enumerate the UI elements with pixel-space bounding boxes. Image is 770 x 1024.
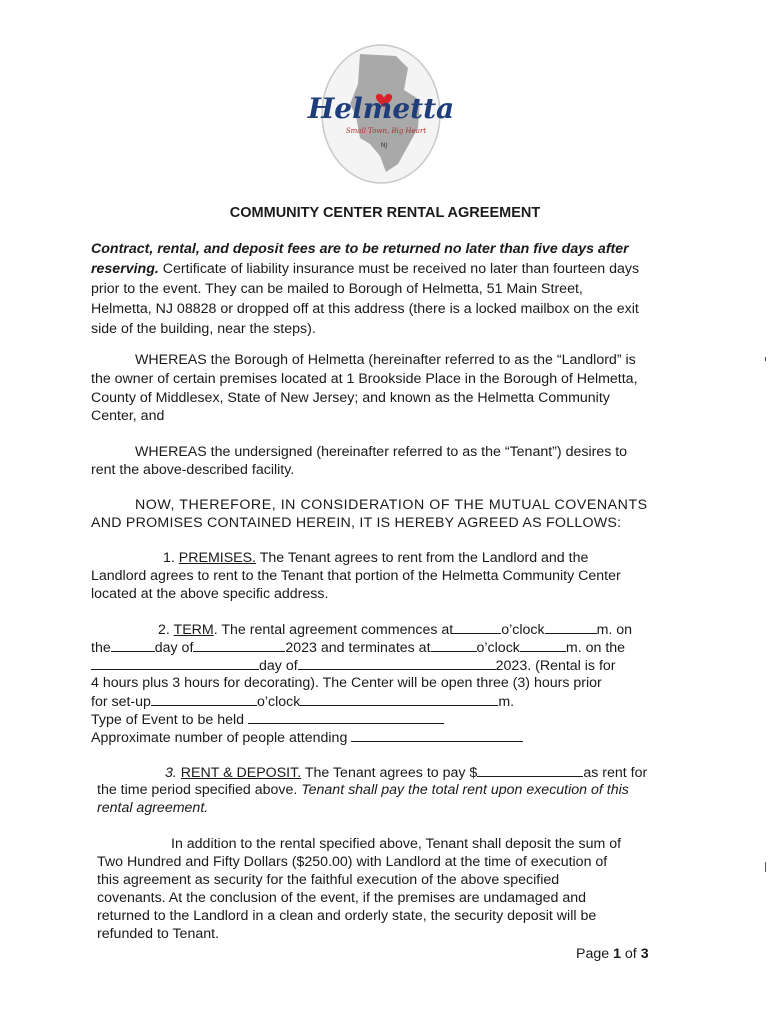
intro-line-4: Helmetta, NJ 08828 or dropped off at this address (there is a locked mailbox on the exit — [91, 301, 639, 317]
deposit-line-5: returned to the Landlord in a clean and orderly state, the security deposit will be — [97, 908, 597, 924]
attendance-line: Approximate number of people attending — [91, 728, 523, 747]
scan-mark — [765, 357, 766, 361]
rent-line-2: the time period specified above. Tenant shall pay the total rent upon execution of this — [97, 782, 629, 798]
event-type-line: Type of Event to be held — [91, 710, 444, 729]
premises-line-2: Landlord agrees to rent to the Tenant that portion of the Helmetta Community Center — [91, 568, 621, 584]
start-hour-field[interactable] — [453, 620, 501, 634]
page-number: Page 1 of 3 — [576, 946, 649, 962]
term-line-5: for set-up o’clock m. — [91, 694, 515, 710]
whereas2-line-2: rent the above-described facility. — [91, 462, 295, 478]
rent-line-1: 3. RENT & DEPOSIT. The Tenant agrees to pay $ as rent for — [165, 765, 648, 781]
svg-text:NJ: NJ — [380, 142, 388, 149]
document-title: COMMUNITY CENTER RENTAL AGREEMENT — [229, 205, 541, 221]
term-line-3: day of 2023. (Rental is for — [91, 656, 616, 675]
end-ampm-field[interactable] — [520, 638, 566, 652]
start-day-field[interactable] — [111, 638, 155, 652]
whereas1-line-2: the owner of certain premises located at 1 Brookside Place in the Borough of Helmetta, — [91, 371, 638, 387]
term-line-1: 2. TERM. The rental agreement commences at o’clock m. on — [158, 622, 633, 638]
rent-line-3: rental agreement. — [97, 800, 209, 816]
setup-ampm-field[interactable] — [300, 692, 498, 706]
term-line-4: 4 hours plus 3 hours for decorating). The Center will be open three (3) hours prior — [91, 675, 602, 691]
rent-heading: RENT & DEPOSIT. — [180, 765, 302, 781]
premises-line-3: located at the above specific address. — [91, 586, 329, 602]
deposit-line-1: In addition to the rental specified above, Tenant shall deposit the sum of — [171, 836, 622, 852]
deposit-line-4: covenants. At the conclusion of the event, if the premises are undamaged and — [97, 890, 586, 906]
intro-line-2: reserving. Certificate of liability insurance must be received no later than fourteen days — [91, 261, 640, 277]
start-ampm-field[interactable] — [545, 620, 597, 634]
helmetta-logo — [307, 44, 455, 186]
whereas2-line-1: WHEREAS the undersigned (hereinafter referred to as the “Tenant”) desires to — [135, 444, 628, 460]
svg-text:Small Town, Big Heart: Small Town, Big Heart — [345, 127, 427, 135]
end-day-field[interactable] — [91, 656, 259, 670]
start-month-field[interactable] — [193, 638, 285, 652]
svg-text:Helmetta: Helmetta — [307, 92, 455, 125]
end-month-field[interactable] — [298, 656, 496, 670]
whereas1-line-3: County of Middlesex, State of New Jersey; and known as the Helmetta Community — [91, 390, 610, 406]
premises-heading: PREMISES. — [178, 550, 257, 566]
deposit-line-3: this agreement as security for the faithful execution of the above specified — [97, 872, 560, 888]
setup-hour-field[interactable] — [151, 692, 257, 706]
end-hour-field[interactable] — [431, 638, 477, 652]
whereas1-line-4: Center, and — [91, 408, 165, 424]
term-heading: TERM — [173, 622, 214, 638]
deposit-line-6: refunded to Tenant. — [97, 926, 220, 942]
intro-line-5: side of the building, near the steps). — [91, 321, 316, 337]
scan-mark — [765, 862, 766, 872]
now-line-2: AND PROMISES CONTAINED HEREIN, IT IS HEREBY AGREED AS FOLLOWS: — [91, 515, 622, 531]
intro-line-1: Contract, rental, and deposit fees are to be returned no later than five days after — [91, 241, 629, 257]
attendance-field[interactable] — [351, 728, 523, 742]
whereas1-line-1: WHEREAS the Borough of Helmetta (hereinafter referred to as the “Landlord” is — [135, 352, 636, 368]
event-type-field[interactable] — [248, 710, 444, 724]
now-line-1: NOW, THEREFORE, IN CONSIDERATION OF THE MUTUAL COVENANTS — [135, 497, 648, 513]
rent-amount-field[interactable] — [477, 763, 583, 777]
intro-line-3: prior to the event. They can be mailed to Borough of Helmetta, 51 Main Street, — [91, 281, 583, 297]
deposit-line-2: Two Hundred and Fifty Dollars ($250.00) with Landlord at the time of execution of — [97, 854, 608, 870]
term-line-2: the day of 2023 and terminates at o’clock m. on the — [91, 640, 626, 656]
premises-line-1: 1. PREMISES. The Tenant agrees to rent from the Landlord and the — [163, 550, 589, 566]
